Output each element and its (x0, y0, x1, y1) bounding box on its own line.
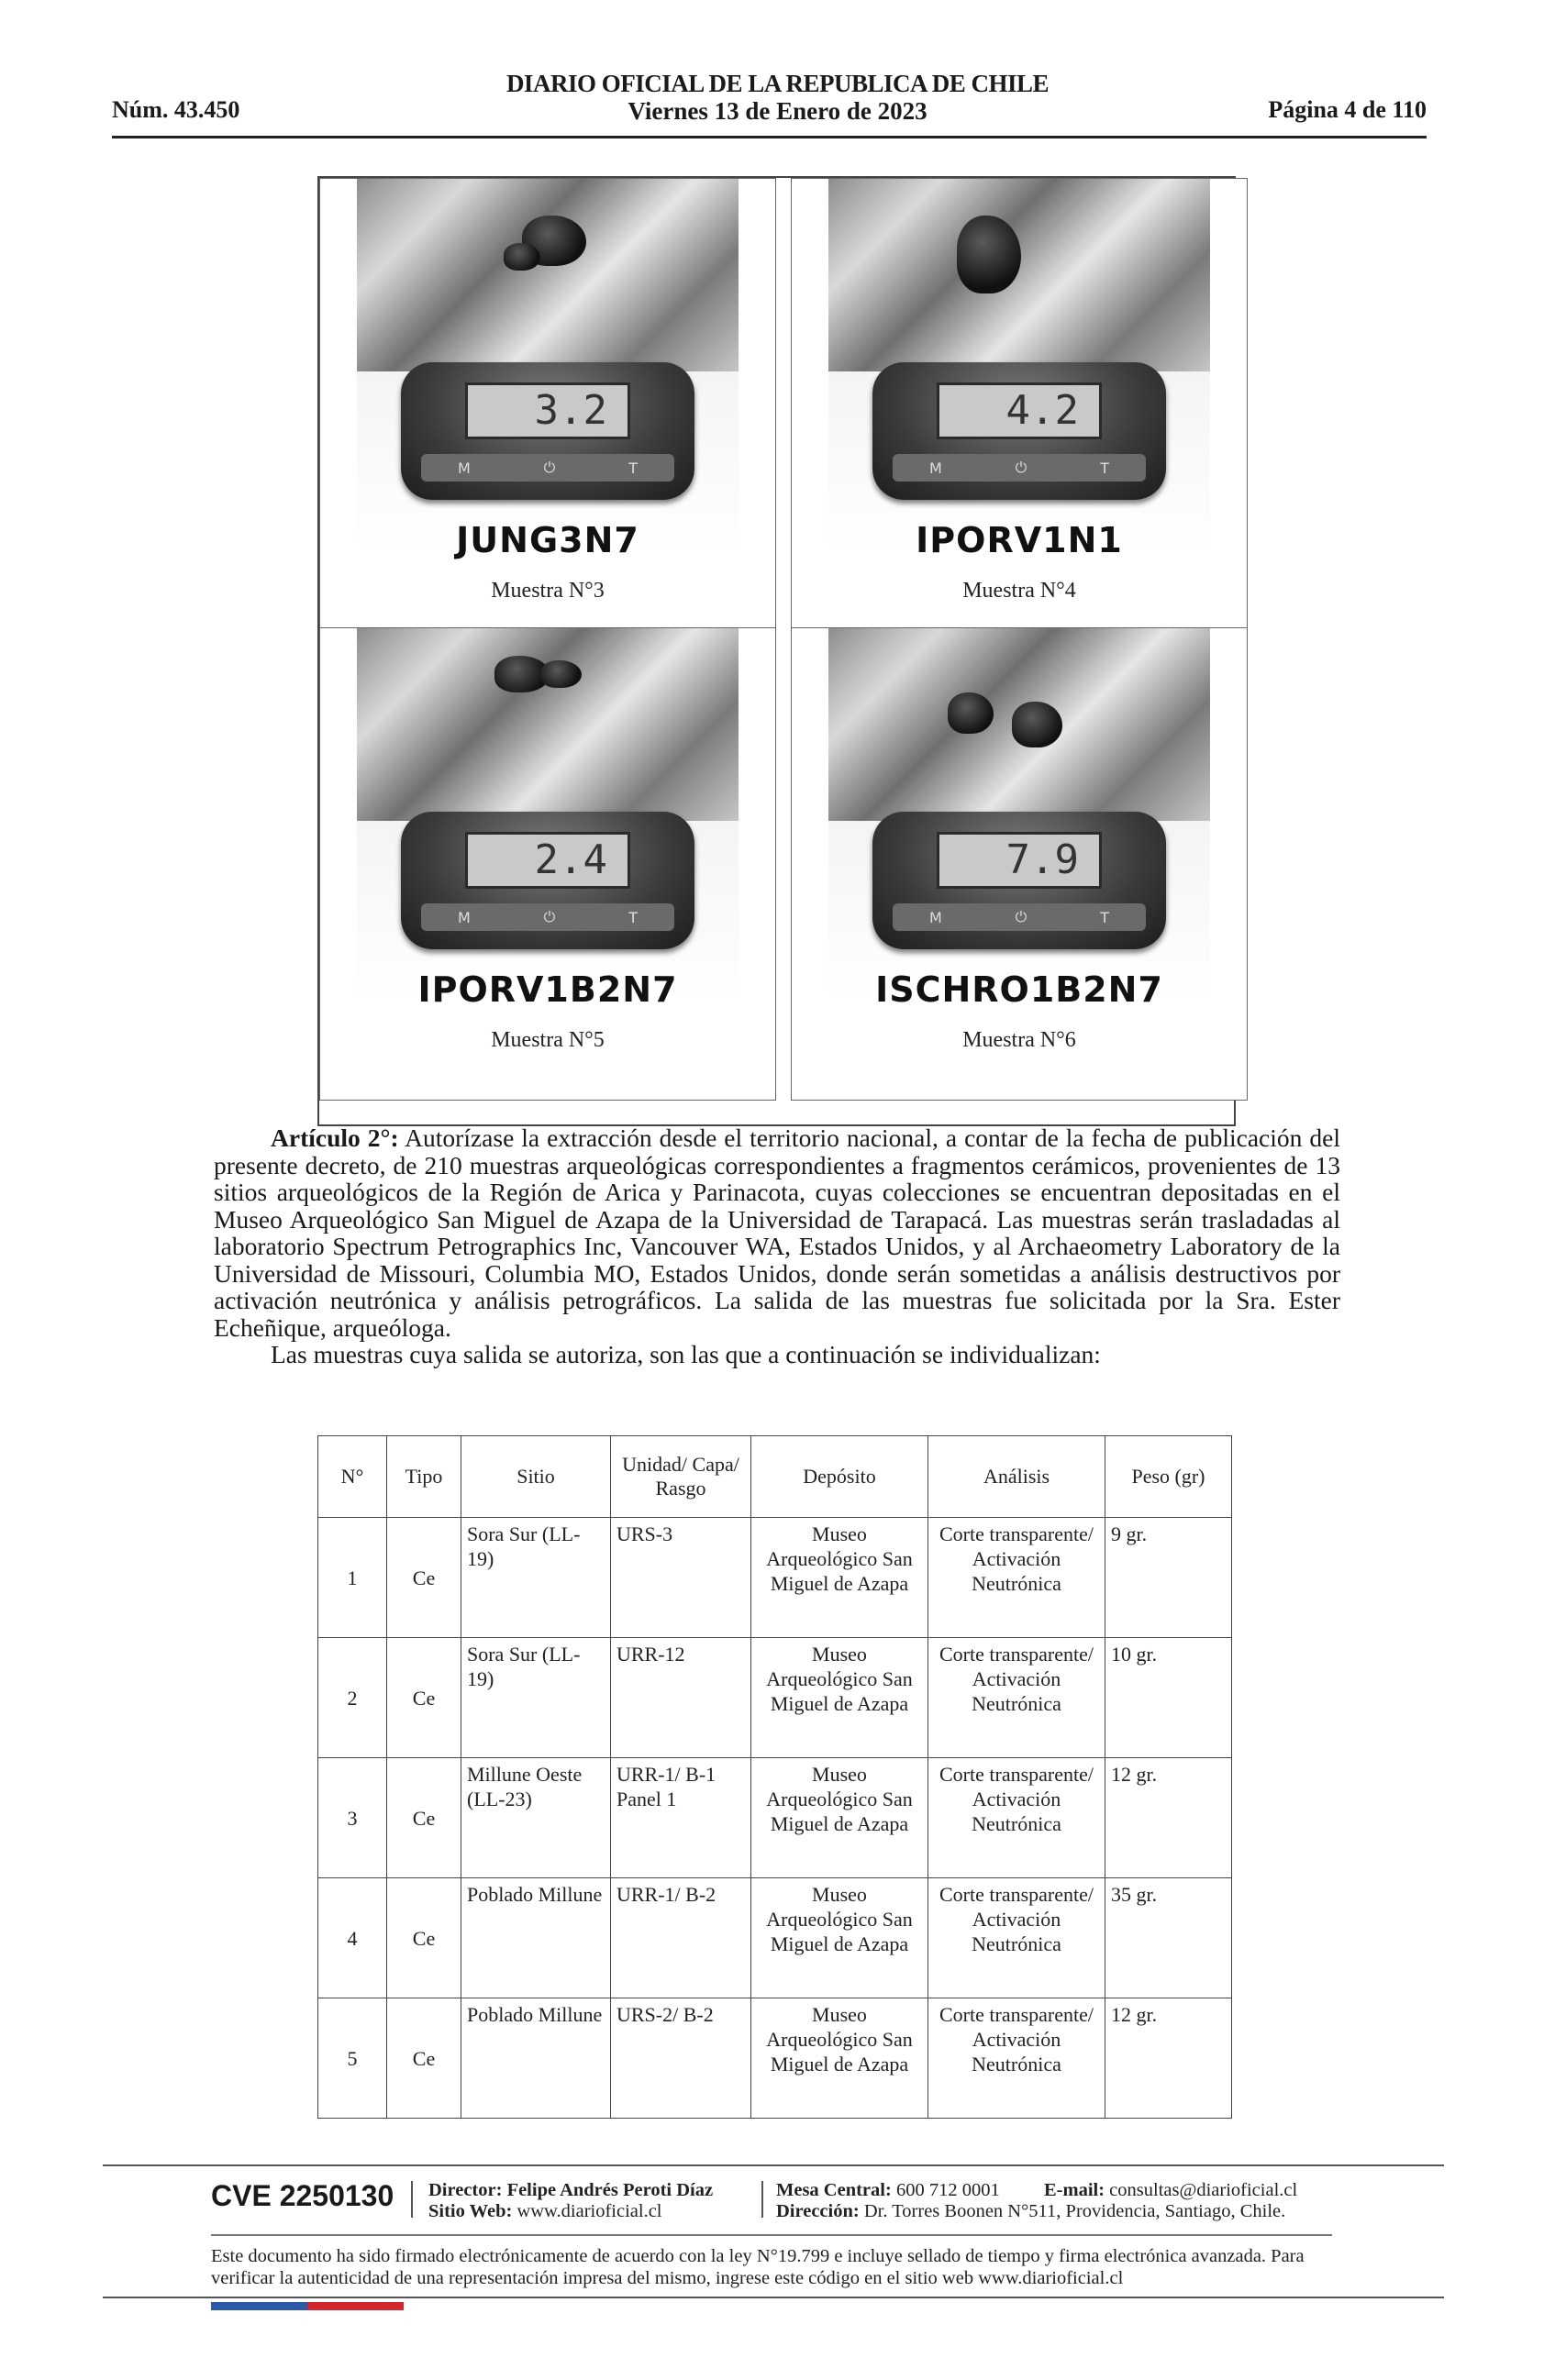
cell-peso: 9 gr. (1105, 1518, 1232, 1638)
scale-buttons (421, 454, 674, 482)
power-icon: ⏻ (1015, 908, 1027, 925)
publication-date: Viernes 13 de Enero de 2023 (628, 97, 927, 125)
cell-analisis: Corte transparente/ Activación Neutrónica (928, 1638, 1105, 1758)
digital-scale (872, 362, 1166, 500)
sample-label: Muestra N°6 (962, 1028, 1076, 1052)
column-header: N° (318, 1436, 387, 1518)
cell-number: 5 (318, 1998, 387, 2119)
scale-display: 4.2 (937, 382, 1102, 439)
column-header: Depósito (751, 1436, 928, 1518)
cell-number: 1 (318, 1518, 387, 1638)
scale-buttons (893, 454, 1146, 482)
footer-separator (411, 2181, 413, 2218)
mesa-phone: 600 712 0001 (895, 2180, 1000, 2200)
table-header-row (318, 1436, 1232, 1518)
article-heading: Artículo 2°: (271, 1124, 399, 1152)
footer-director-block (428, 2180, 713, 2222)
legal-notice: Este documento ha sido firmado electrónicamente de acuerdo con la ley N°19.799 e incluye sellado de tiempo y firma electrónica avanzada. Para verificar la autenticidad de una representación impresa del mismo, ingrese este código en el sitio web www.diarioficial.cl (211, 2246, 1305, 2288)
sample-code: IPORV1N1 (916, 520, 1123, 560)
t-button-label: T (628, 908, 639, 926)
digital-scale (401, 812, 694, 949)
cell-analisis: Corte transparente/ Activación Neutrónica (928, 1878, 1105, 1998)
cell-tipo: Ce (387, 1638, 461, 1758)
sample-cell-3 (319, 178, 776, 651)
table-row (318, 1518, 1232, 1638)
sample-photo (828, 179, 1210, 552)
cell-deposito: Museo Arqueológico San Miguel de Azapa (751, 1998, 928, 2119)
table-row (318, 1758, 1232, 1878)
header-rule (112, 136, 1427, 138)
cell-peso: 35 gr. (1105, 1878, 1232, 1998)
cell-tipo: Ce (387, 1878, 461, 1998)
digital-scale (872, 812, 1166, 949)
article-body: Autorízase la extracción desde el territorio nacional, a contar de la fecha de publicación del presente decreto, de 210 muestras arqueológicas correspondientes a fragmentos cerámicos, provenientes de 13 sitios arqueológicos de la Región de Arica y Parinacota, cuyas colecciones se encuentran depositadas en el Museo Arqueológico San Miguel de Azapa de la Universidad de Tarapacá. Las muestras serán trasladadas al laboratorio Spectrum Petrographics Inc, Vancouver WA, Estados Unidos, y al Archaeometry Laboratory de la Universidad de Missouri, Columbia MO, Estados Unidos, donde serán sometidas a análisis destructivos por activación neutrónica y análisis petrográficos. La salida de las muestras fue solicitada por la Sra. Ester Echeñique, arqueóloga. (214, 1124, 1340, 1342)
sample-photo (357, 179, 739, 552)
samples-table (317, 1435, 1232, 2119)
article-paragraph (214, 1124, 1340, 1341)
cell-deposito: Museo Arqueológico San Miguel de Azapa (751, 1518, 928, 1638)
director-name: Felipe Andrés Peroti Díaz (506, 2180, 714, 2200)
sample-code: IPORV1B2N7 (417, 969, 678, 1010)
cell-peso: 10 gr. (1105, 1638, 1232, 1758)
page-number: Página 4 de 110 (1268, 96, 1427, 123)
article-intro-table: Las muestras cuya salida se autoriza, son las que a continuación se individualizan: (271, 1340, 1101, 1368)
cell-number: 4 (318, 1878, 387, 1998)
sample-code: JUNG3N7 (456, 520, 639, 560)
sample-fragment (948, 692, 994, 734)
cell-deposito: Museo Arqueológico San Miguel de Azapa (751, 1638, 928, 1758)
power-icon: ⏻ (543, 459, 556, 476)
sample-photo-grid (317, 176, 1236, 1126)
email-link[interactable]: consultas@diarioficial.cl (1109, 2180, 1298, 2200)
sample-label: Muestra N°4 (962, 579, 1076, 603)
column-header: Peso (gr) (1105, 1436, 1232, 1518)
sample-label: Muestra N°3 (491, 579, 605, 603)
flag-stripe-blue (211, 2302, 307, 2310)
publication-title: DIARIO OFICIAL DE LA REPUBLICA DE CHILE (505, 70, 1050, 97)
scale-display: 2.4 (465, 832, 630, 889)
footer-email-block (1044, 2180, 1297, 2201)
sample-fragment (957, 216, 1021, 293)
power-icon: ⏻ (543, 908, 556, 925)
flag-stripe-red (307, 2302, 404, 2310)
article-text (214, 1124, 1340, 1368)
cell-unidad: URS-3 (611, 1518, 751, 1638)
sample-code: ISCHRO1B2N7 (875, 969, 1163, 1010)
sample-photo (828, 628, 1210, 1002)
cell-tipo: Ce (387, 1758, 461, 1878)
scale-buttons (893, 903, 1146, 931)
cell-sitio: Sora Sur (LL-19) (461, 1638, 611, 1758)
column-header: Análisis (928, 1436, 1105, 1518)
website-label: Sitio Web: (428, 2201, 513, 2221)
cell-sitio: Poblado Millune (461, 1878, 611, 1998)
footer-separator (761, 2181, 763, 2218)
m-button-label: M (928, 908, 942, 926)
cell-analisis: Corte transparente/ Activación Neutrónica (928, 1998, 1105, 2119)
sample-label: Muestra N°5 (491, 1028, 605, 1052)
cell-sitio: Poblado Millune (461, 1998, 611, 2119)
column-header: Unidad/ Capa/ Rasgo (611, 1436, 751, 1518)
cell-tipo: Ce (387, 1518, 461, 1638)
sample-fragment (1012, 702, 1062, 747)
t-button-label: T (1100, 459, 1110, 477)
column-header: Tipo (387, 1436, 461, 1518)
cell-tipo: Ce (387, 1998, 461, 2119)
m-button-label: M (457, 459, 471, 477)
sample-fragment (540, 660, 582, 688)
issue-number: Núm. 43.450 (112, 96, 240, 123)
cve-code: CVE 2250130 (211, 2179, 394, 2212)
sample-photo (357, 628, 739, 1002)
column-header: Sitio (461, 1436, 611, 1518)
footer-rule (103, 2164, 1444, 2166)
cell-sitio: Sora Sur (LL-19) (461, 1518, 611, 1638)
director-label: Director: (428, 2180, 503, 2200)
sample-cell-6 (791, 627, 1248, 1101)
sample-fragment (504, 243, 540, 271)
cell-peso: 12 gr. (1105, 1998, 1232, 2119)
sample-cell-4 (791, 178, 1248, 651)
digital-scale (401, 362, 694, 500)
cell-number: 3 (318, 1758, 387, 1878)
scale-display: 7.9 (937, 832, 1102, 889)
table-row (318, 1638, 1232, 1758)
website-link[interactable]: www.diarioficial.cl (516, 2201, 662, 2221)
sample-cell-5 (319, 627, 776, 1101)
cell-sitio: Millune Oeste (LL-23) (461, 1758, 611, 1878)
scale-display: 3.2 (465, 382, 630, 439)
m-button-label: M (457, 908, 471, 926)
address-label: Dirección: (776, 2201, 860, 2221)
table-row (318, 1998, 1232, 2119)
cell-unidad: URS-2/ B-2 (611, 1998, 751, 2119)
footer-bottom-rule (103, 2297, 1444, 2298)
footer-inner-rule (211, 2234, 1332, 2236)
cell-analisis: Corte transparente/ Activación Neutrónica (928, 1758, 1105, 1878)
cell-number: 2 (318, 1638, 387, 1758)
t-button-label: T (1100, 908, 1110, 926)
t-button-label: T (628, 459, 639, 477)
mesa-label: Mesa Central: (776, 2180, 892, 2200)
table-row (318, 1878, 1232, 1998)
cell-unidad: URR-12 (611, 1638, 751, 1758)
cell-deposito: Museo Arqueológico San Miguel de Azapa (751, 1878, 928, 1998)
scale-buttons (421, 903, 674, 931)
cell-deposito: Museo Arqueológico San Miguel de Azapa (751, 1758, 928, 1878)
cell-peso: 12 gr. (1105, 1758, 1232, 1878)
cell-analisis: Corte transparente/ Activación Neutrónica (928, 1518, 1105, 1638)
m-button-label: M (928, 459, 942, 477)
power-icon: ⏻ (1015, 459, 1027, 476)
address-text: Dr. Torres Boonen N°511, Providencia, Santiago, Chile. (863, 2201, 1286, 2221)
email-label: E-mail: (1044, 2180, 1105, 2200)
cell-unidad: URR-1/ B-2 (611, 1878, 751, 1998)
cell-unidad: URR-1/ B-1 Panel 1 (611, 1758, 751, 1878)
